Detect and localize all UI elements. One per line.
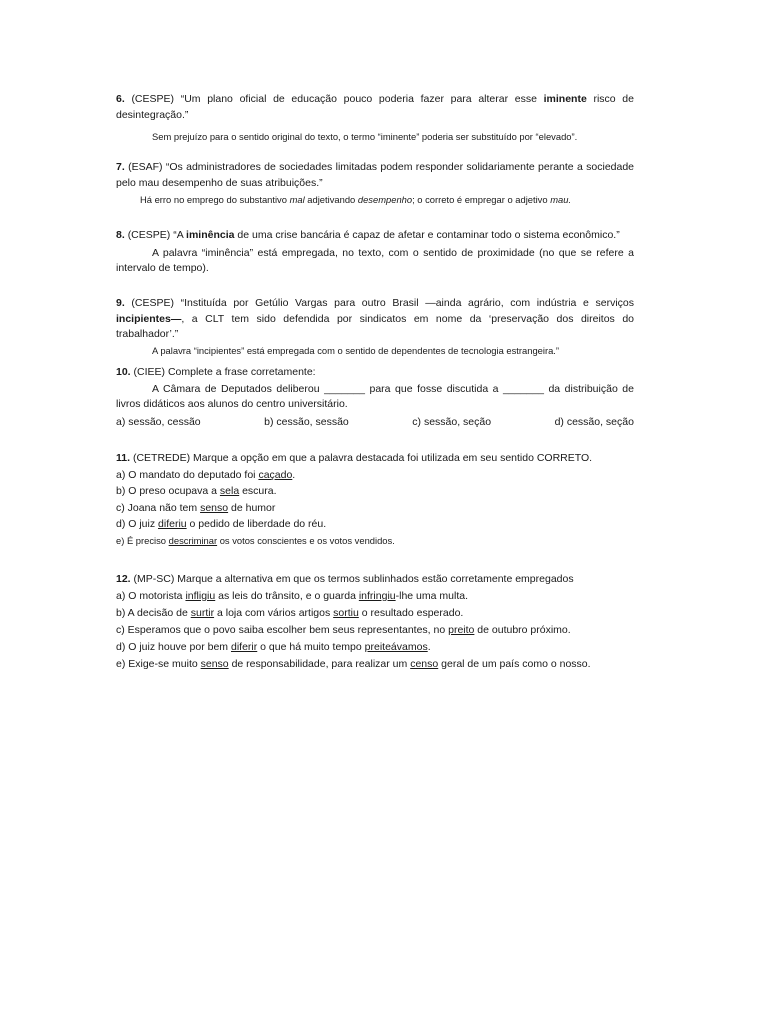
question-12	[116, 571, 634, 673]
underlined-word: preiteávamos	[364, 641, 428, 653]
question-8-note: A palavra “iminência” está empregada, no texto, com o sentido de proximidade (no que se refere a intervalo de tempo).	[116, 246, 634, 274]
underlined-word: diferiu	[158, 518, 187, 530]
note-text: ; o correto é empregar o adjetivo	[412, 194, 548, 205]
question-text: “Os administradores de sociedades limitadas podem responder solidariamente perante a sociedade pelo mau desempenho de suas atribuições.”	[116, 161, 635, 189]
option-c	[116, 622, 634, 639]
option-text: de humor	[231, 501, 276, 514]
option-text: o pedido de liberdade do réu.	[189, 518, 327, 530]
question-11-title	[116, 450, 634, 467]
option-text: de responsabilidade, para realizar um	[231, 658, 408, 670]
underlined-word: sela	[219, 485, 240, 497]
underlined-word: diferir	[230, 641, 258, 653]
highlighted-word: iminente	[543, 93, 587, 105]
underlined-word: senso	[200, 658, 229, 670]
option-a: a) sessão, cessão	[116, 415, 201, 428]
question-10-title	[116, 365, 634, 381]
option-d	[116, 516, 634, 533]
option-b	[116, 605, 634, 622]
question-11	[116, 450, 634, 549]
question-source: (MP-SC)	[133, 573, 175, 585]
underlined-word: preito	[448, 624, 475, 636]
question-source: (CESPE)	[131, 297, 174, 309]
option-text: .	[427, 641, 431, 653]
underlined-word: infligiu	[185, 590, 216, 602]
question-12-title	[116, 571, 634, 588]
option-text: e) Exige-se muito	[116, 658, 198, 670]
option-text: a loja com vários artigos	[217, 607, 331, 619]
option-text: as leis do trânsito, e o guarda	[218, 590, 356, 602]
question-source: (ESAF)	[128, 161, 163, 173]
question-source: (CIEE)	[133, 366, 166, 378]
option-d	[116, 639, 634, 656]
option-text: e) É preciso	[116, 534, 167, 546]
note-italic: mau.	[550, 194, 572, 205]
option-text: a) O motorista	[116, 590, 183, 602]
question-text: “Instituída por Getúlio Vargas para outro Brasil —ainda agrário, com indústria e serviços	[180, 297, 634, 309]
underlined-word: sortiu	[333, 607, 359, 619]
option-b: b) cessão, sessão	[264, 415, 349, 428]
question-text: , a CLT tem sido defendida por sindicatos em nome da ‘preservação dos direitos do trabalhador’.”	[116, 312, 634, 340]
question-text: de uma crise bancária é capaz de afetar e contaminar todo o sistema econômico.”	[237, 229, 620, 241]
question-source: (CETREDE)	[132, 452, 191, 464]
question-number: 11.	[116, 452, 131, 464]
option-c: c) sessão, seção	[412, 415, 492, 428]
option-text: escura.	[242, 485, 277, 497]
option-text: os votos conscientes e os votos vendidos.	[219, 534, 395, 546]
question-9	[116, 296, 634, 358]
underlined-word: descriminar	[168, 534, 218, 546]
option-text: d) O juiz houve por bem	[116, 641, 229, 653]
question-source: (CESPE)	[131, 93, 175, 105]
option-text: b) A decisão de	[116, 607, 188, 619]
question-text: Marque a alternativa em que os termos sublinhados estão corretamente empregados	[177, 573, 574, 585]
option-text: o resultado esperado.	[361, 607, 464, 619]
underlined-word: caçado	[258, 468, 293, 481]
question-10-options	[116, 415, 634, 431]
option-text: .	[292, 468, 296, 481]
option-d: d) cessão, seção	[554, 415, 634, 428]
option-text: o que há muito tempo	[260, 641, 362, 653]
note-text: adjetivando	[307, 194, 356, 205]
note-italic: mal	[289, 194, 305, 205]
question-8	[116, 228, 634, 277]
highlighted-word: iminência	[186, 229, 235, 241]
question-number: 9.	[116, 297, 125, 309]
question-7	[116, 160, 634, 207]
option-text: geral de um país como o nosso.	[441, 658, 591, 670]
question-7-statement	[116, 160, 634, 191]
question-10	[116, 365, 634, 430]
question-text: risco de desintegração.”	[116, 93, 634, 121]
option-e	[116, 533, 634, 550]
option-b	[116, 483, 634, 500]
question-8-statement	[116, 228, 634, 244]
question-number: 6.	[116, 93, 125, 105]
option-text: a) O mandato do deputado foi	[116, 468, 256, 481]
question-text: Marque a opção em que a palavra destacada foi utilizada em seu sentido CORRETO.	[193, 452, 593, 464]
question-number: 8.	[116, 229, 125, 241]
question-text: “A	[173, 229, 184, 241]
option-a	[116, 588, 634, 605]
option-text: c) Joana não tem	[116, 501, 198, 514]
underlined-word: senso	[200, 501, 229, 514]
highlighted-word: incipientes—	[116, 312, 182, 325]
question-text: “Um plano oficial de educação pouco poderia fazer para alterar esse	[180, 93, 537, 105]
question-7-note	[116, 193, 634, 207]
option-text: d) O juiz	[116, 518, 156, 530]
note-text: Há erro no emprego do substantivo	[140, 194, 287, 205]
question-number: 10.	[116, 366, 131, 378]
underlined-word: infringiu	[358, 590, 396, 602]
question-number: 7.	[116, 161, 125, 173]
question-source: (CESPE)	[127, 229, 171, 241]
question-text: Complete a frase corretamente:	[167, 366, 316, 378]
question-6-statement	[116, 92, 634, 123]
option-text: -lhe uma multa.	[395, 590, 468, 602]
option-text: de outubro próximo.	[477, 624, 571, 636]
question-number: 12.	[116, 573, 131, 585]
option-c	[116, 500, 634, 517]
question-10-sentence: A Câmara de Deputados deliberou _______ para que fosse discutida a _______ da distribuição de livros didáticos aos alunos do centro universitário.	[116, 382, 634, 410]
underlined-word: surtir	[190, 607, 215, 619]
question-6	[116, 92, 634, 144]
option-text: b) O preso ocupava a	[116, 485, 217, 497]
question-9-statement	[116, 296, 634, 343]
question-6-note: Sem prejuízo para o sentido original do texto, o termo “iminente” poderia ser substituído por “elevado”.	[152, 131, 578, 142]
question-9-note: A palavra “incipientes” está empregada com o sentido de dependentes de tecnologia estrangeira.”	[152, 344, 560, 356]
note-italic: desempenho	[357, 194, 413, 205]
option-e	[116, 656, 634, 673]
option-a	[116, 467, 634, 484]
option-text: c) Esperamos que o povo saiba escolher bem seus representantes, no	[116, 624, 446, 636]
underlined-word: censo	[410, 658, 439, 670]
